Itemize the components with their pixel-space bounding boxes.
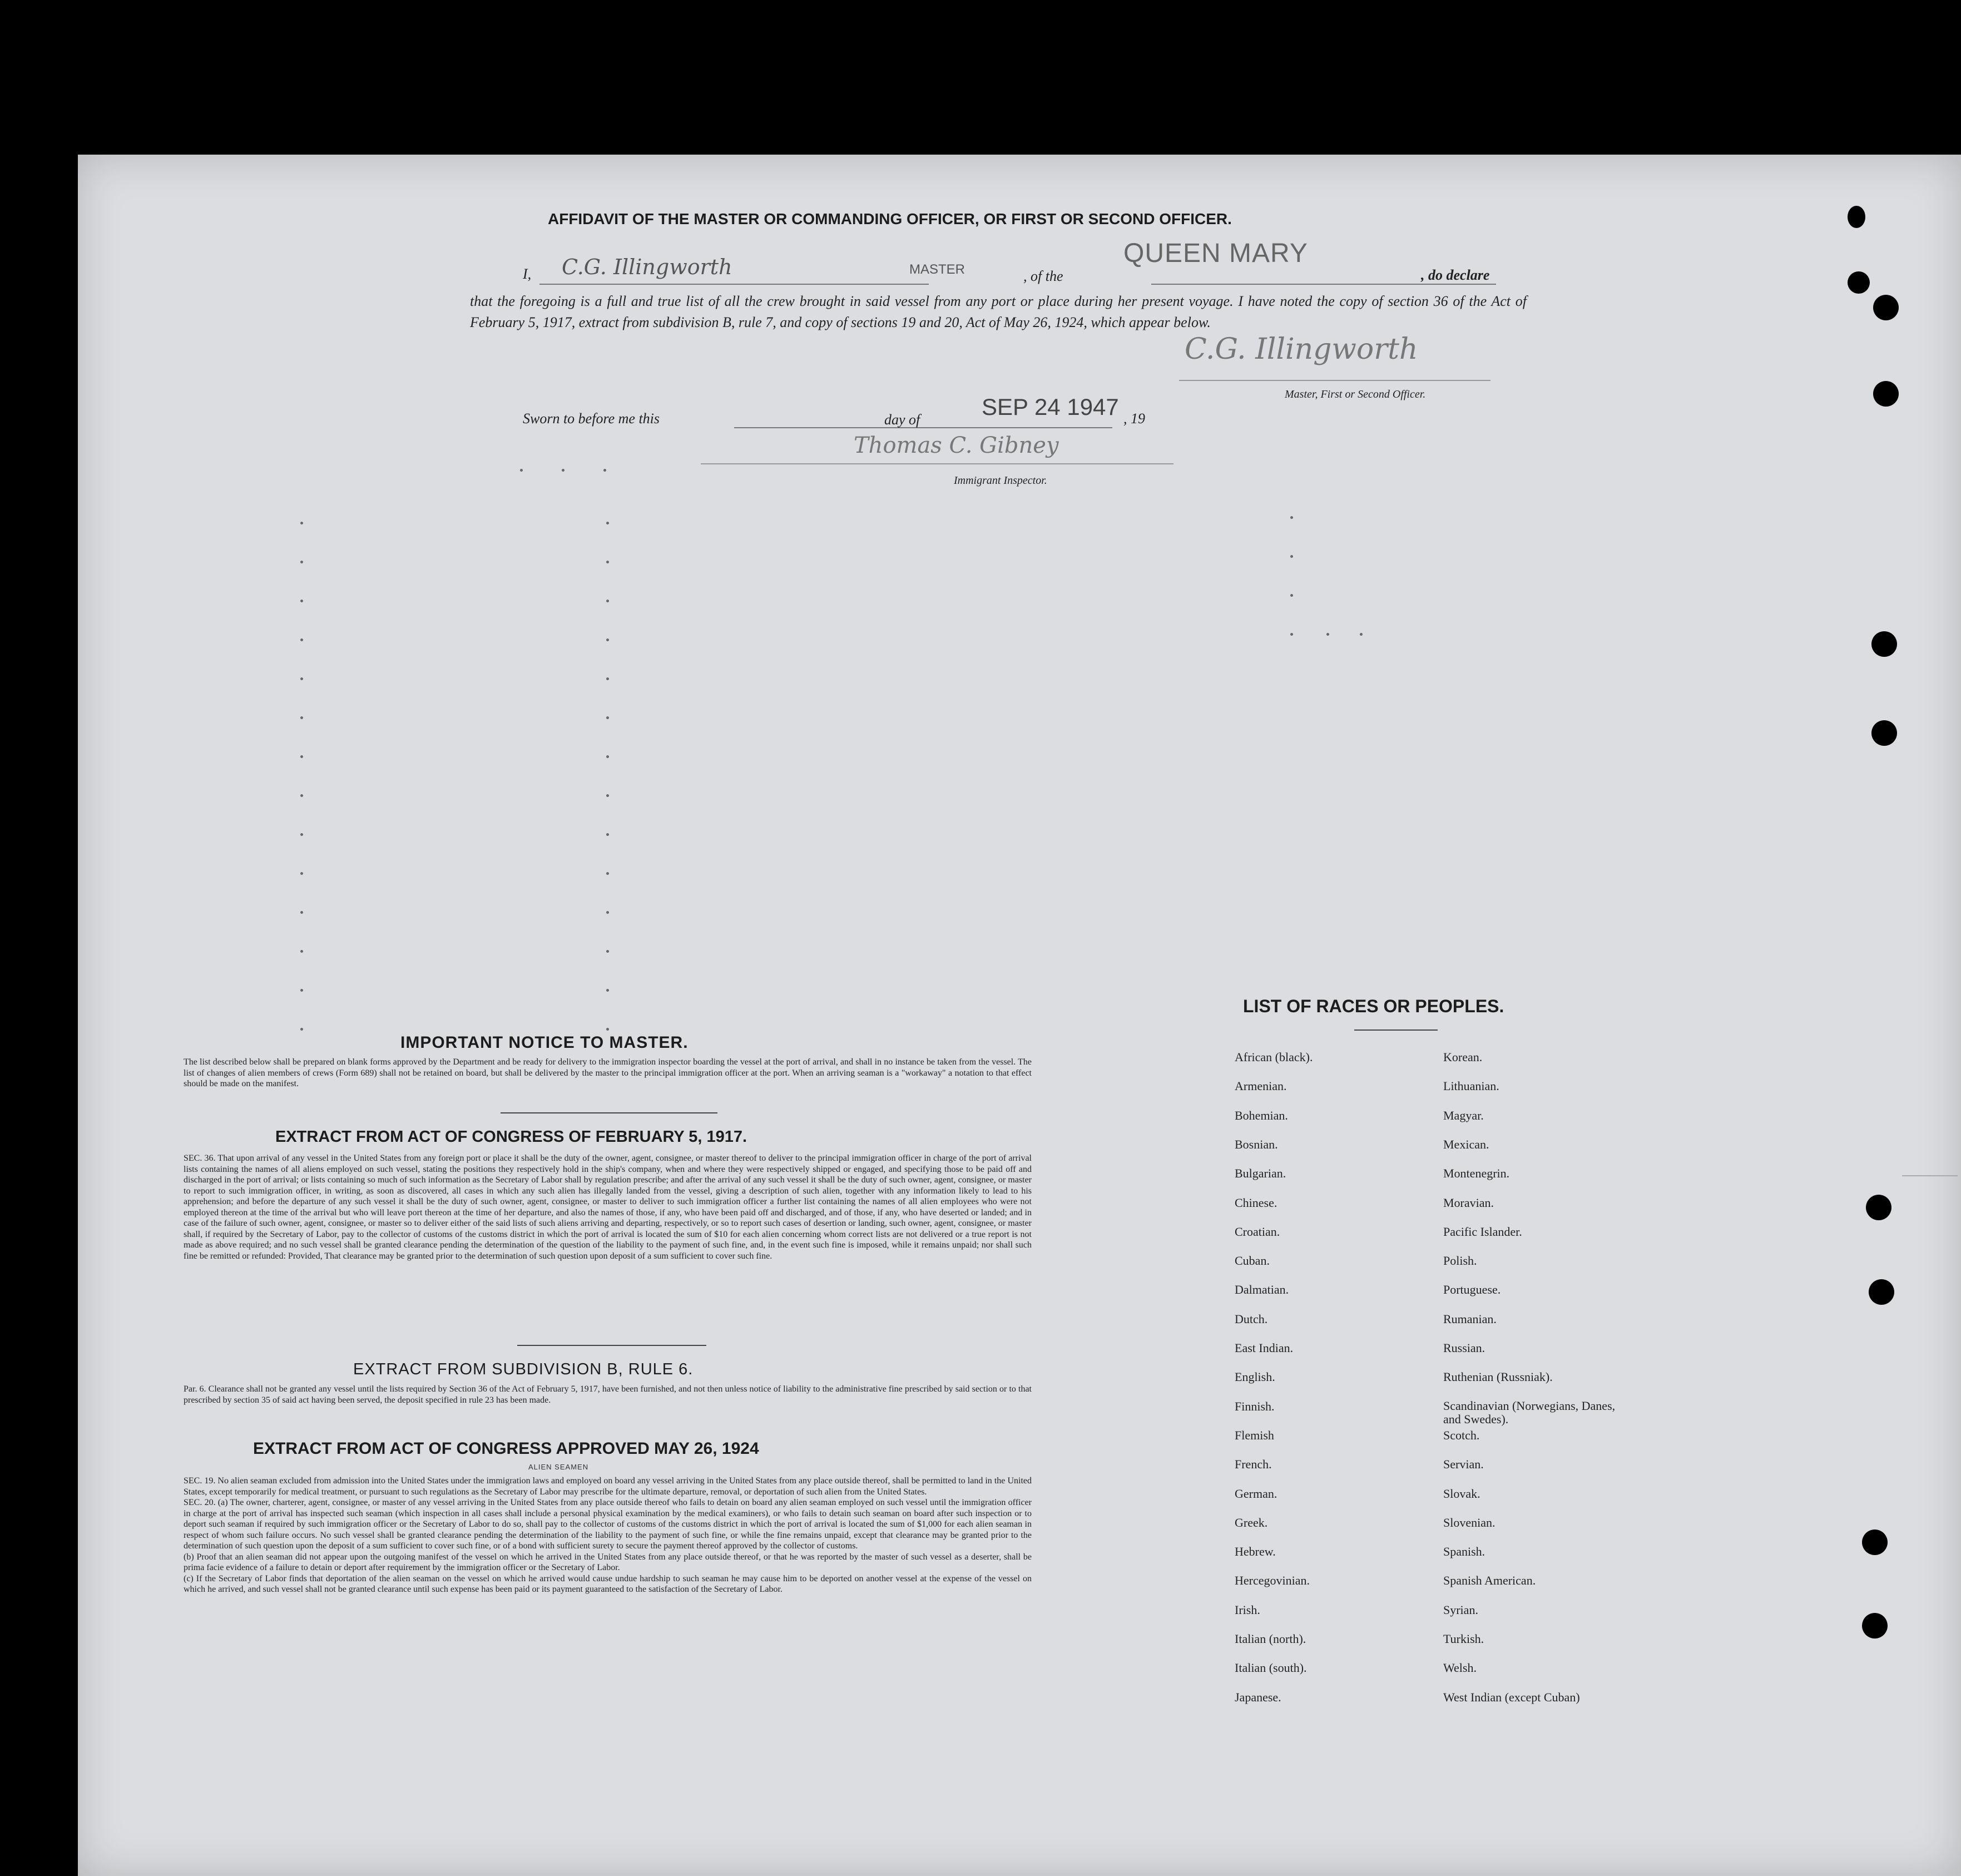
race-item: East Indian. [1235, 1341, 1294, 1355]
name-blank [539, 284, 929, 285]
race-item: Italian (south). [1235, 1661, 1307, 1675]
extract-1924-title: EXTRACT FROM ACT OF CONGRESS APPROVED MAY 26, 1924 [253, 1439, 759, 1458]
binder-hole [1871, 720, 1897, 746]
sec-20a-text: SEC. 20. (a) The owner, charterer, agent, consignee, or master of any vessel arriving in the United States from any place outside thereof who fails to detain on board any alien seaman employed on such vessel until the immigration officer in charge at the port of arrival has inspected such seaman (which inspection in all cases shall include a personal physical examination by the medical examiners), or who fails to detain such seaman on board after such inspection or to deport such seaman if required by such immigration officer or the Secretary of Labor to do so, shall pay to the collector of customs of the customs district in which the port of arrival is located the sum of $1,000 for each alien seaman in respect of whom such failure occurs. No such vessel shall be granted clearance pending the determination of the liability to the payment of such fine, or while the fine remains unpaid, except that clearance may be granted prior to the determination of such question upon the deposit of a sum sufficient to cover such fine, or of a bond with sufficient surety to secure the payment thereof approved by the collector of customs. [184, 1498, 1032, 1551]
race-item: Spanish American. [1443, 1573, 1536, 1588]
race-item: Bosnian. [1235, 1137, 1278, 1151]
document-page [78, 155, 1961, 1876]
race-item: Portuguese. [1443, 1283, 1501, 1297]
race-item: Magyar. [1443, 1108, 1484, 1122]
master-signature: C.G. Illingworth [1185, 333, 1418, 366]
race-item: Armenian. [1235, 1079, 1287, 1093]
binder-hole [1873, 381, 1899, 407]
sec-20c-text: (c) If the Secretary of Labor finds that deportation of the alien seaman on the vessel on which he arrived would cause undue hardship to such seaman he may cause him to be deported on another vessel at the expense of the vessel on which he arrived, and such vessel shall not be granted clearance until such expense has been paid or its payment guaranteed to the satisfaction of the Secretary of Labor. [184, 1573, 1032, 1594]
affidavit-body: that the foregoing is a full and true list of all the crew brought in said vessel from any port or place during her present voyage. I have noted the copy of section 36 of the Act of February 5, 1917, extract from subdivision B, rule 7, and copy of sections 19 and 20, Act of May 26, 1924, which appear below. [470, 293, 1527, 330]
race-item: Korean. [1443, 1050, 1483, 1064]
vessel-blank [1151, 284, 1496, 285]
extract-1917-title: EXTRACT FROM ACT OF CONGRESS OF FEBRUARY 5, 1917. [275, 1128, 747, 1146]
race-item: Montenegrin. [1443, 1166, 1510, 1181]
race-item: English. [1235, 1370, 1275, 1384]
extract-1917-text: SEC. 36. That upon arrival of any vessel in the United States from any foreign port or place it shall be the duty of the owner, agent, consignee, or master thereof to deliver to the principal immigration officer in charge of the port of arrival lists containing the names of all aliens employed on such vessel, stating the positions they respectively hold in the ship's company, when and where they were respectively shipped or engaged, and specifying those to be paid off and discharged in the port of arrival; or lists containing so much of such information as the Secretary of Labor shall by regulation prescribe; and after the arrival of any such vessel it shall be the duty of such owner, agent, consignee, or master to report to such immigration officer, in writing, as soon as discovered, all cases in which any such alien has illegally landed from the vessel, giving a description of such alien, together with any information likely to lead to his apprehension; and before the departure of any such vessel it shall be the duty of such owner, agent, consignee, or master to deliver to such immigration officer a further list containing the names of all alien employees who were not employed thereon at the time of the arrival but who will leave port thereon at the time of her departure, and also the names of those, if any, who have been paid off and discharged, and of those, if any, who have deserted or landed; and in case of the failure of such owner, agent, consignee, or master so to deliver either of the said lists of such aliens arriving and departing, respectively, or so to report such cases of desertion or landing, such owner, agent, consignee, or master shall, if required by the Secretary of Labor, pay to the collector of customs of the customs district in which the port of arrival is located the sum of $10 for each alien concerning whom correct lists are not delivered or a true report is not made as above required; and no such vessel shall be granted clearance pending the determination of the question of the liability to the payment of such fine, and, in the event such fine is imposed, while it remains unpaid; nor shall such fine be remitted or refunded: Provided, That clearance may be granted prior to the determination of such question upon deposit of a sum sufficient to cover such fine. [184, 1154, 1032, 1261]
race-item: Russian. [1443, 1341, 1485, 1355]
signature-line [1179, 380, 1490, 381]
race-item: Italian (north). [1235, 1632, 1306, 1646]
race-item: Welsh. [1443, 1661, 1477, 1675]
race-item: Slovenian. [1443, 1515, 1495, 1529]
sec-19-text: SEC. 19. No alien seaman excluded from admission into the United States under the immigration laws and employed on board any vessel arriving in the United States from any place outside thereof, shall be permitted to land in the United States, except temporarily for medical treatment, or pursuant to such regulations as the Secretary of Labor may prescribe for the ultimate departure, removal, or deportation of such alien from the United States. [184, 1476, 1032, 1497]
rule-2 [517, 1345, 706, 1346]
race-item: Dalmatian. [1235, 1283, 1289, 1297]
affidavit-intro: I, [523, 266, 532, 282]
race-item: Cuban. [1235, 1254, 1270, 1268]
race-item: Bulgarian. [1235, 1166, 1286, 1181]
race-item: Rumanian. [1443, 1311, 1497, 1326]
race-item: Finnish. [1235, 1399, 1275, 1413]
date-stamp: SEP 24 1947 [982, 394, 1119, 420]
binder-hole [1862, 1613, 1888, 1639]
extract-rule6-title: EXTRACT FROM SUBDIVISION B, RULE 6. [353, 1360, 694, 1378]
binder-hole [1866, 1195, 1891, 1220]
rule-1 [501, 1112, 717, 1113]
of-the-text: , of the [1023, 268, 1063, 284]
race-item: French. [1235, 1457, 1272, 1472]
rank-stamp: MASTER [909, 262, 965, 277]
master-caption: Master, First or Second Officer. [1285, 388, 1426, 400]
race-item: Spanish. [1443, 1545, 1485, 1559]
notice-title: IMPORTANT NOTICE TO MASTER. [400, 1033, 689, 1052]
race-item: Polish. [1443, 1254, 1477, 1268]
race-item: Croatian. [1235, 1224, 1280, 1239]
extract-rule6-text: Par. 6. Clearance shall not be granted any vessel until the lists required by Section 36 of the Act of February 5, 1917, have been furnished, and not then unless notice of liability to the administrative fine prescribed by said section or to that prescribed by section 35 of said act having been served, the deposit specified in rule 23 has been made. [184, 1384, 1032, 1405]
race-item: Hebrew. [1235, 1545, 1276, 1559]
race-item: Japanese. [1235, 1690, 1281, 1704]
extract-1924-body [184, 1476, 1032, 1595]
master-name: C.G. Illingworth [562, 255, 732, 279]
sworn-text: Sworn to before me this [523, 410, 660, 427]
do-declare-text: , do declare [1421, 267, 1490, 283]
race-item: German. [1235, 1486, 1277, 1501]
notice-text: The list described below shall be prepared on blank forms approved by the Department and be ready for delivery to the immigration inspector boarding the vessel at the port of arrival, and shall in no instance be taken from the vessel. The list of changes of alien members of crews (Form 689) shall not be retained on board, but shall be delivered by the master to the principal immigration officer at the port. When an arriving seaman is a "workaway" a notation to that effect should be made on the manifest. [184, 1057, 1032, 1088]
edge-mark [1902, 1175, 1958, 1176]
races-title: LIST OF RACES OR PEOPLES. [1243, 996, 1504, 1016]
race-item: Bohemian. [1235, 1108, 1288, 1122]
race-item: Scandinavian (Norwegians, Danes, and Swedes). [1443, 1398, 1616, 1426]
race-item: Servian. [1443, 1457, 1484, 1472]
vessel-name: QUEEN MARY [1123, 239, 1308, 268]
binder-hole [1848, 206, 1865, 228]
binder-hole [1848, 271, 1870, 294]
race-item: Irish. [1235, 1602, 1260, 1617]
race-item: Moravian. [1443, 1195, 1494, 1210]
extract-1924-subtitle: ALIEN SEAMEN [528, 1463, 589, 1471]
race-item: Pacific Islander. [1443, 1224, 1522, 1239]
inspector-line [701, 463, 1173, 464]
affidavit-title: AFFIDAVIT OF THE MASTER OR COMMANDING OFFICER, OR FIRST OR SECOND OFFICER. [548, 210, 1232, 227]
race-item: African (black). [1235, 1050, 1313, 1064]
binder-hole [1873, 295, 1899, 320]
race-item: Scotch. [1443, 1428, 1480, 1442]
race-item: Greek. [1235, 1515, 1268, 1529]
inspector-caption: Immigrant Inspector. [954, 474, 1047, 487]
inspector-signature: Thomas C. Gibney [854, 433, 1059, 458]
race-item: Mexican. [1443, 1137, 1489, 1151]
date-blank [934, 427, 1112, 428]
race-item: Syrian. [1443, 1602, 1478, 1617]
race-item: Chinese. [1235, 1195, 1277, 1210]
binder-hole [1862, 1529, 1888, 1555]
year-suffix: , 19 [1123, 410, 1145, 427]
binder-hole [1871, 631, 1897, 657]
binder-hole [1869, 1279, 1894, 1305]
race-item: Flemish [1235, 1428, 1274, 1442]
races-rule [1354, 1029, 1438, 1031]
race-item: Lithuanian. [1443, 1079, 1499, 1093]
race-item: Slovak. [1443, 1486, 1480, 1501]
race-item: Turkish. [1443, 1632, 1484, 1646]
race-item: Dutch. [1235, 1311, 1268, 1326]
sec-20b-text: (b) Proof that an alien seaman did not appear upon the outgoing manifest of the vessel on which he arrived in the United States from any place outside thereof, or that he was reported by the master of such vessel as a deserter, shall be prima facie evidence of a failure to detain or deport after requirement by the immigration officer or the Secretary of Labor. [184, 1552, 1032, 1572]
race-item: Hercegovinian. [1235, 1573, 1310, 1588]
race-item: Ruthenian (Russniak). [1443, 1370, 1553, 1384]
race-item: West Indian (except Cuban) [1443, 1690, 1580, 1704]
day-of-text: day of [884, 412, 920, 428]
